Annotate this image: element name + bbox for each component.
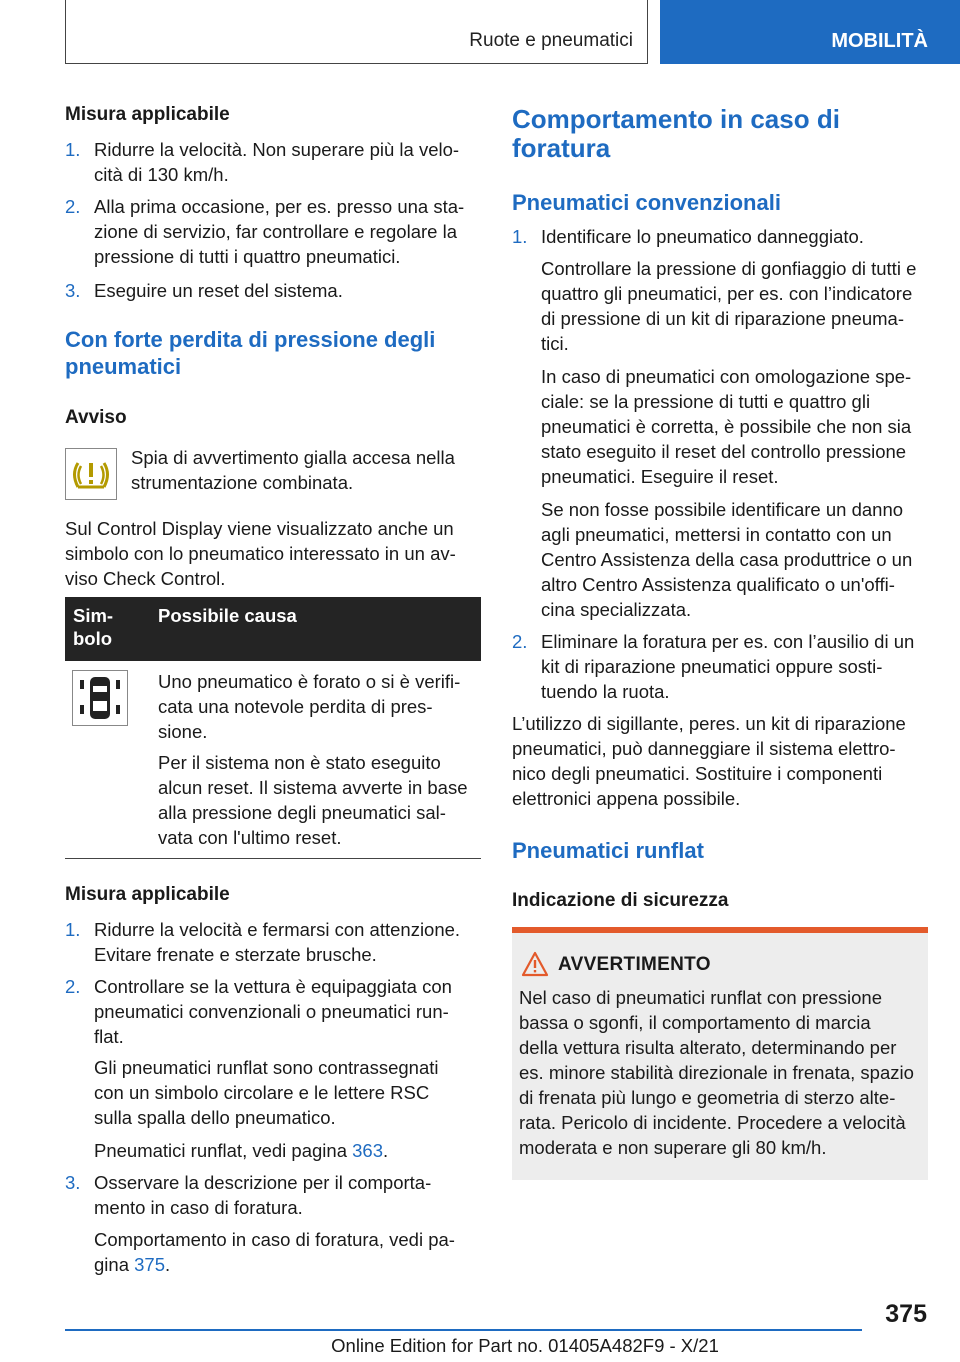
text-line: bassa o sgonfi, il comportamento di marcia bbox=[519, 1012, 871, 1033]
subheading-runflat-tires: Pneumatici runflat bbox=[512, 838, 704, 863]
subheading-conventional-tires: Pneumatici convenzionali bbox=[512, 190, 781, 215]
text-line: Ridurre la velocità. Non superare più la velo- bbox=[94, 139, 460, 160]
tire-pressure-warning-icon bbox=[65, 448, 117, 500]
page-link-363[interactable]: 363 bbox=[352, 1140, 383, 1161]
text-line: viso Check Control. bbox=[65, 568, 226, 589]
text-line: sulla spalla dello pneumatico. bbox=[94, 1107, 336, 1128]
text-line: gina bbox=[94, 1254, 135, 1275]
avviso-text bbox=[131, 445, 481, 495]
text-line: Uno pneumatico è forato o si è verifi- bbox=[158, 671, 461, 692]
text-line: moderata e non superare gli 80 km/h. bbox=[519, 1137, 827, 1158]
heading-line: Comportamento in caso di bbox=[512, 104, 840, 134]
text-line: Controllare la pressione di gonfiaggio di tutti e bbox=[541, 258, 917, 279]
warning-bar bbox=[512, 927, 928, 933]
text-line: cità di 130 km/h. bbox=[94, 164, 229, 185]
step1-paragraph-1 bbox=[541, 256, 928, 356]
text-line: ciale: se la pressione di tutti e quattro gli bbox=[541, 391, 871, 412]
measure-heading-1: Misura applicabile bbox=[65, 104, 230, 125]
text-line: tuendo la ruota. bbox=[541, 681, 670, 702]
text-line: In caso di pneumatici con omologazione spe- bbox=[541, 366, 912, 387]
text-line: pneumatici. Eseguire il reset. bbox=[541, 466, 779, 487]
warning-title: AVVERTIMENTO bbox=[558, 954, 711, 975]
text-line: L’utilizzo di sigillante, peres. un kit di riparazione bbox=[512, 713, 906, 734]
text-line: Per il sistema non è stato eseguito bbox=[158, 752, 441, 773]
footer-edition: Online Edition for Part no. 01405A482F9 - X/21 bbox=[331, 1335, 719, 1356]
header-chapter-title: MOBILITÀ bbox=[831, 30, 928, 52]
heading-line: foratura bbox=[512, 133, 611, 163]
text-line: Eliminare la foratura per es. con l’ausilio di un bbox=[541, 631, 915, 652]
table-bottom-rule bbox=[65, 858, 481, 859]
text-line: nico degli pneumatici. Sostituire i componenti bbox=[512, 763, 883, 784]
step-number: 1. bbox=[65, 139, 81, 160]
punctuation: . bbox=[165, 1254, 171, 1275]
foratura-reference bbox=[94, 1227, 481, 1277]
text-line: agli pneumatici, mettersi in contatto con un bbox=[541, 524, 892, 545]
text-line: Osservare la descrizione per il comporta- bbox=[94, 1172, 432, 1193]
text-line: es. minore stabilità direzionale in frenata, spazio bbox=[519, 1062, 914, 1083]
text-line: cata una notevole perdita di pres- bbox=[158, 696, 433, 717]
text-line: Gli pneumatici runflat sono contrassegnati bbox=[94, 1057, 439, 1078]
footer-rule bbox=[65, 1329, 862, 1331]
text-line: di pressione di un kit di riparazione pneuma- bbox=[541, 308, 905, 329]
text-line: pneumatici convenzionali o pneumatici run- bbox=[94, 1001, 449, 1022]
step1-paragraph-2 bbox=[541, 364, 928, 489]
text-line: rata. Pericolo di incidente. Procedere a velocità bbox=[519, 1112, 906, 1133]
text-line: Se non fosse possibile identificare un danno bbox=[541, 499, 904, 520]
warning-text bbox=[519, 985, 921, 1160]
step1-paragraph-3 bbox=[541, 497, 928, 622]
text-line: flat. bbox=[94, 1026, 124, 1047]
text-line: pneumatici è corretta, è possibile che non sia bbox=[541, 416, 912, 437]
warning-box bbox=[512, 927, 928, 1180]
text-line: pressione di tutti i quattro pneumatici. bbox=[94, 246, 401, 267]
heading-line: pneumatici bbox=[65, 354, 182, 379]
heading-puncture-behaviour bbox=[512, 105, 928, 163]
text-line: Centro Assistenza della casa produttrice o un bbox=[541, 549, 913, 570]
text-line: tici. bbox=[541, 333, 569, 354]
text-line: cina specializzata. bbox=[541, 599, 692, 620]
text-line: strumentazione combinata. bbox=[131, 472, 354, 493]
text-line: quattro gli pneumatici, per es. con l’indicatore bbox=[541, 283, 913, 304]
text-line: Sul Control Display viene visualizzato anche un bbox=[65, 518, 454, 539]
text-line: stato eseguito il reset del controllo pressione bbox=[541, 441, 907, 462]
runflat-reference bbox=[94, 1138, 481, 1163]
step-number: 3. bbox=[65, 280, 81, 301]
safety-heading: Indicazione di sicurezza bbox=[512, 890, 729, 911]
page-number: 375 bbox=[885, 1300, 927, 1328]
heading-line: Con forte perdita di pressione degli bbox=[65, 327, 436, 352]
table-header bbox=[65, 597, 481, 661]
header-section-title: Ruote e pneumatici bbox=[469, 30, 633, 51]
header-chapter-tab bbox=[660, 0, 960, 64]
text-line: Spia di avvertimento gialla accesa nella bbox=[131, 447, 455, 468]
text-line: alcun reset. Il sistema avverte in base bbox=[158, 777, 468, 798]
header-line: bolo bbox=[73, 628, 113, 649]
display-paragraph bbox=[65, 516, 481, 591]
text-line: Evitare frenate e sterzate brusche. bbox=[94, 944, 377, 965]
text-line: kit di riparazione pneumatici oppure sosti- bbox=[541, 656, 883, 677]
text-line: Eseguire un reset del sistema. bbox=[94, 280, 343, 301]
text-line: pneumatici, può danneggiare il sistema elettro- bbox=[512, 738, 896, 759]
page-link-375[interactable]: 375 bbox=[134, 1254, 165, 1275]
step-number: 2. bbox=[65, 196, 81, 217]
runflat-marking-note bbox=[94, 1055, 481, 1130]
header-section-box bbox=[65, 0, 648, 64]
text-line: Ridurre la velocità e fermarsi con attenzione. bbox=[94, 919, 461, 940]
text-line: con un simbolo circolare e le lettere RSC bbox=[94, 1082, 430, 1103]
sealant-paragraph bbox=[512, 711, 928, 811]
tire-damage-car-icon bbox=[72, 670, 128, 726]
text-line: Comportamento in caso di foratura, vedi pa- bbox=[94, 1229, 455, 1250]
step-number: 3. bbox=[65, 1172, 81, 1193]
text-line: altro Centro Assistenza qualificato o un'offi- bbox=[541, 574, 895, 595]
heading-pressure-loss bbox=[65, 326, 481, 380]
table-row-text-2 bbox=[158, 750, 481, 850]
header-line: Sim- bbox=[73, 605, 114, 626]
step-number: 2. bbox=[65, 976, 81, 997]
text-line: mento in caso di foratura. bbox=[94, 1197, 303, 1218]
text-line: vata con l'ultimo reset. bbox=[158, 827, 342, 848]
text-line: alla pressione degli pneumatici sal- bbox=[158, 802, 446, 823]
column-header-cause: Possibile causa bbox=[158, 605, 297, 626]
text-line: Controllare se la vettura è equipaggiata con bbox=[94, 976, 452, 997]
step-number: 2. bbox=[512, 631, 528, 652]
text-line: simbolo con lo pneumatico interessato in un av- bbox=[65, 543, 456, 564]
measure-heading-2: Misura applicabile bbox=[65, 884, 230, 905]
text-line: Nel caso di pneumatici runflat con pressione bbox=[519, 987, 882, 1008]
text-line: Pneumatici runflat, vedi pagina bbox=[94, 1140, 353, 1161]
text-line: elettronici appena possibile. bbox=[512, 788, 741, 809]
text-line: della vettura risulta alterato, determinando per bbox=[519, 1037, 897, 1058]
punctuation: . bbox=[383, 1140, 389, 1161]
warning-triangle-icon bbox=[521, 951, 549, 982]
text-line: di frenata più lungo e geometria di sterzo alte- bbox=[519, 1087, 896, 1108]
step-number: 1. bbox=[512, 226, 528, 247]
step-number: 1. bbox=[65, 919, 81, 940]
text-line: Alla prima occasione, per es. presso una sta- bbox=[94, 196, 465, 217]
text-line: zione di servizio, far controllare e regolare la bbox=[94, 221, 457, 242]
avviso-heading: Avviso bbox=[65, 407, 127, 428]
table-row-text-1 bbox=[158, 669, 481, 744]
text-line: sione. bbox=[158, 721, 208, 742]
step-title: Identificare lo pneumatico danneggiato. bbox=[541, 226, 864, 247]
